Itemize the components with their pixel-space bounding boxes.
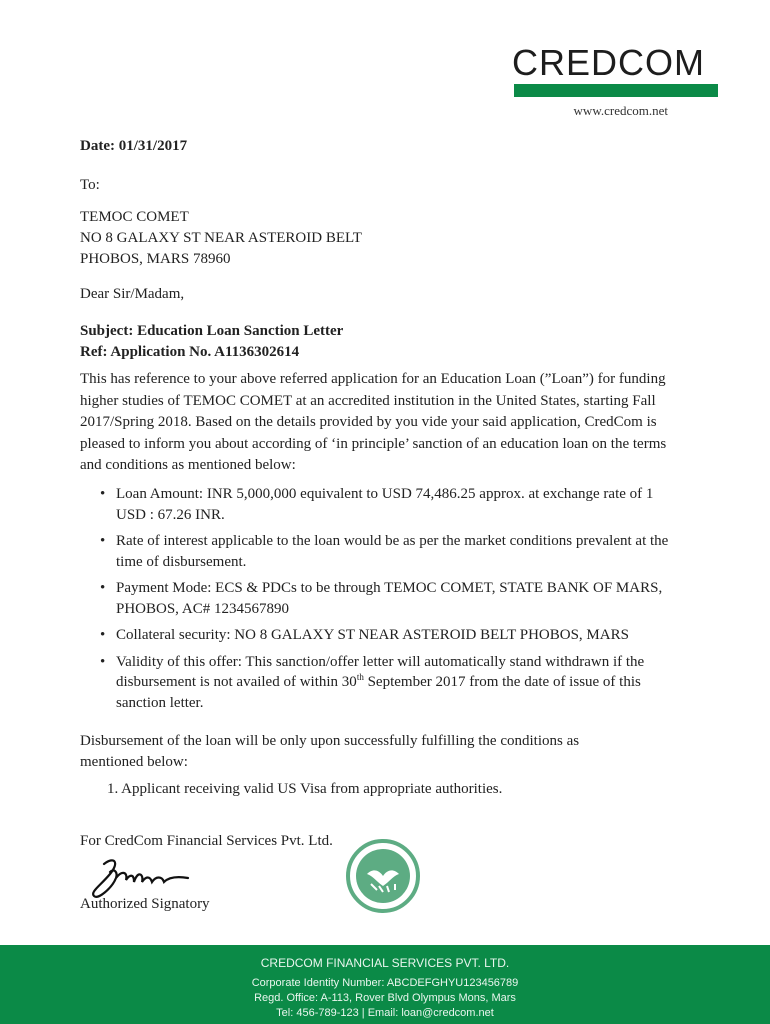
company-website: www.credcom.net [573,103,668,118]
term-item-collateral: • Collateral security: NO 8 GALAXY ST NEAR ASTEROID BELT PHOBOS, MARS [98,625,683,646]
footer-office: Regd. Office: A-113, Rover Blvd Olympus Mons, Mars [254,992,516,1004]
footer-contact: Tel: 456-789-123 | Email: loan@credcom.net [276,1007,494,1019]
subject-line: Subject: Education Loan Sanction Letter [80,323,344,339]
term-item-interest-rate: • Rate of interest applicable to the loan would be as per the market conditions prevalent at the time of disbursement. [98,531,683,572]
condition-item: 1. Applicant receiving valid US Visa from appropriate authorities. [107,781,503,797]
to-label: To: [80,177,100,193]
subject-block [80,321,343,363]
recipient-address-line1: NO 8 GALAXY ST NEAR ASTEROID BELT [80,230,362,246]
footer-company-name: CREDCOM FINANCIAL SERVICES PVT. LTD. [260,956,510,970]
terms-list [98,484,683,719]
logo-underline-bar [514,84,718,97]
validity-superscript: th [356,672,364,682]
reference-line: Ref: Application No. A1136302614 [80,344,300,360]
recipient-name: TEMOC COMET [80,209,189,225]
authorized-signatory: Authorized Signatory [80,896,210,912]
letter-date: Date: 01/31/2017 [80,138,188,154]
recipient-block [80,175,362,270]
disbursement-paragraph: Disbursement of the loan will be only upon successfully fulfilling the conditions as mentioned below: [80,733,580,770]
closing-company: For CredCom Financial Services Pvt. Ltd. [80,833,333,849]
validity-text-before: Validity of this offer: This sanction/offer letter will automatically stand withdrawn if the disbursement is not availed of within 30 [116,653,645,690]
company-seal-icon [345,838,421,914]
footer-band [0,945,770,1024]
term-item-payment-mode: • Payment Mode: ECS & PDCs to be through TEMOC COMET, STATE BANK OF MARS, PHOBOS, AC# 1234567890 [98,578,683,619]
salutation: Dear Sir/Madam, [80,286,185,302]
validity-text-after: September 2017 from the date of issue of this sanction letter. [116,674,641,711]
body-paragraph: This has reference to your above referred application for an Education Loan (”Loan”) for funding higher studies of TEMOC COMET at an accredited institution in the United States, starting Fall 2017/Spring 2018. Based on the details provided by you vide your said application, CredCom is pleased to inform you about according of ‘in principle’ sanction of an education loan on the terms and conditions as mentioned below: [80,371,667,473]
footer-cin: Corporate Identity Number: ABCDEFGHYU123456789 [251,977,519,989]
company-logo: CREDCOM [512,42,705,83]
term-item-loan-amount: • Loan Amount: INR 5,000,000 equivalent to USD 74,486.25 approx. at exchange rate of 1 USD : 67.26 INR. [98,484,683,525]
recipient-address-line2: PHOBOS, MARS 78960 [80,251,231,267]
signature-image [84,852,204,900]
term-item-validity [98,652,683,714]
